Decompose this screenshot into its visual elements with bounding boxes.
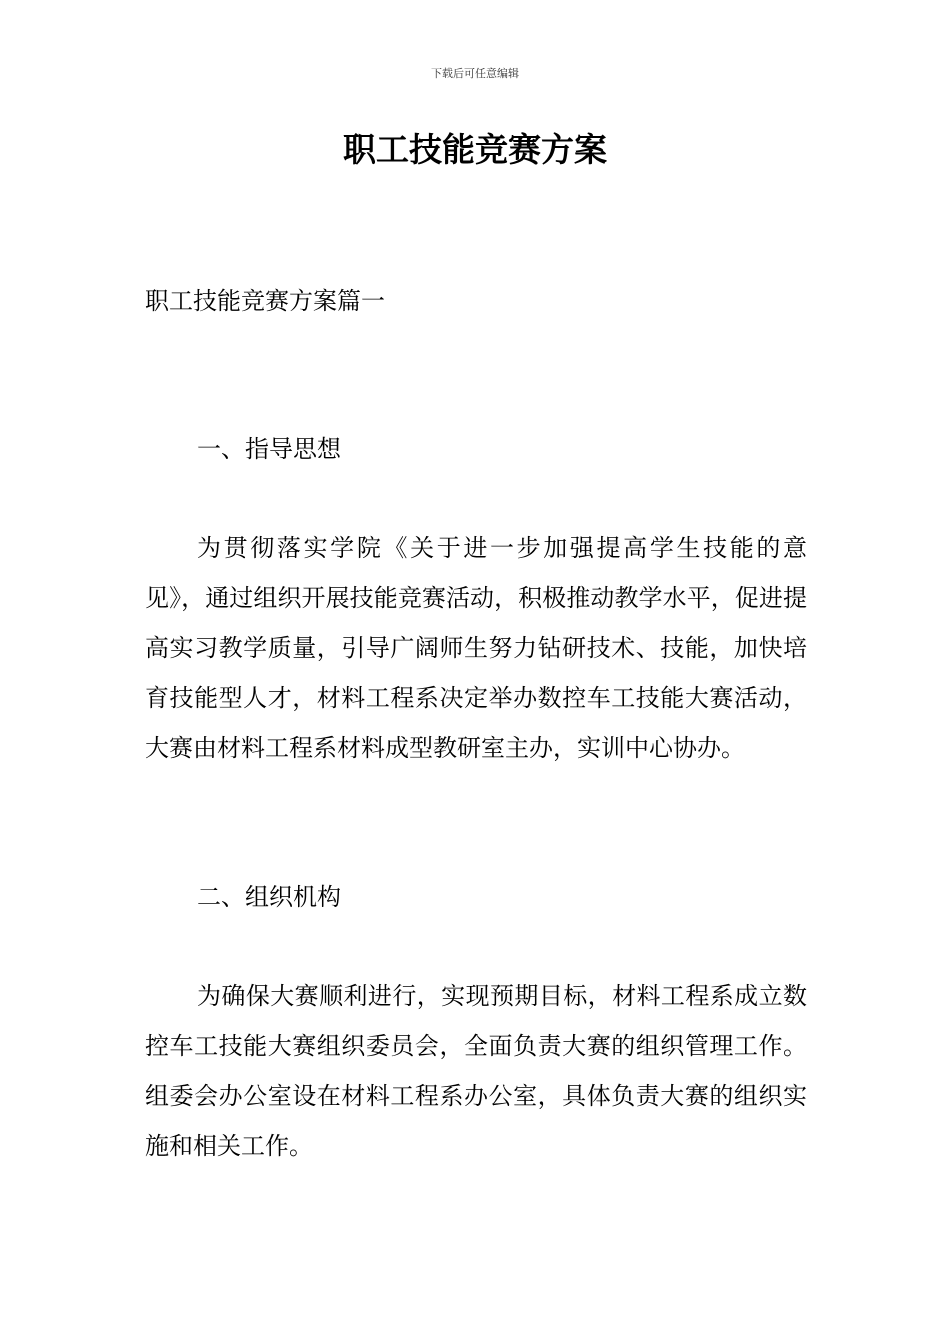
- section-heading-organization: 二、组织机构: [197, 883, 341, 911]
- header-note: 下载后可任意编辑: [431, 67, 519, 80]
- document-subtitle: 职工技能竞赛方案篇一: [145, 287, 385, 315]
- section-paragraph-organization: 为确保大赛顺利进行，实现预期目标，材料工程系成立数控车工技能大赛组织委员会，全面负责大赛的组织管理工作。组委会办公室设在材料工程系办公室，具体负责大赛的组织实施和相关工作。: [145, 982, 807, 1160]
- section-paragraph-guiding-ideology: 为贯彻落实学院《关于进一步加强提高学生技能的意见》，通过组织开展技能竞赛活动，积极推动教学水平，促进提高实习教学质量，引导广阔师生努力钻研技术、技能，加快培育技能型人才，材料工程系决定举办数控车工技能大赛活动，大赛由材料工程系材料成型教研室主办，实训中心协办。: [145, 534, 807, 762]
- document-title: 职工技能竞赛方案: [343, 130, 607, 169]
- section-heading-guiding-ideology: 一、指导思想: [197, 435, 341, 463]
